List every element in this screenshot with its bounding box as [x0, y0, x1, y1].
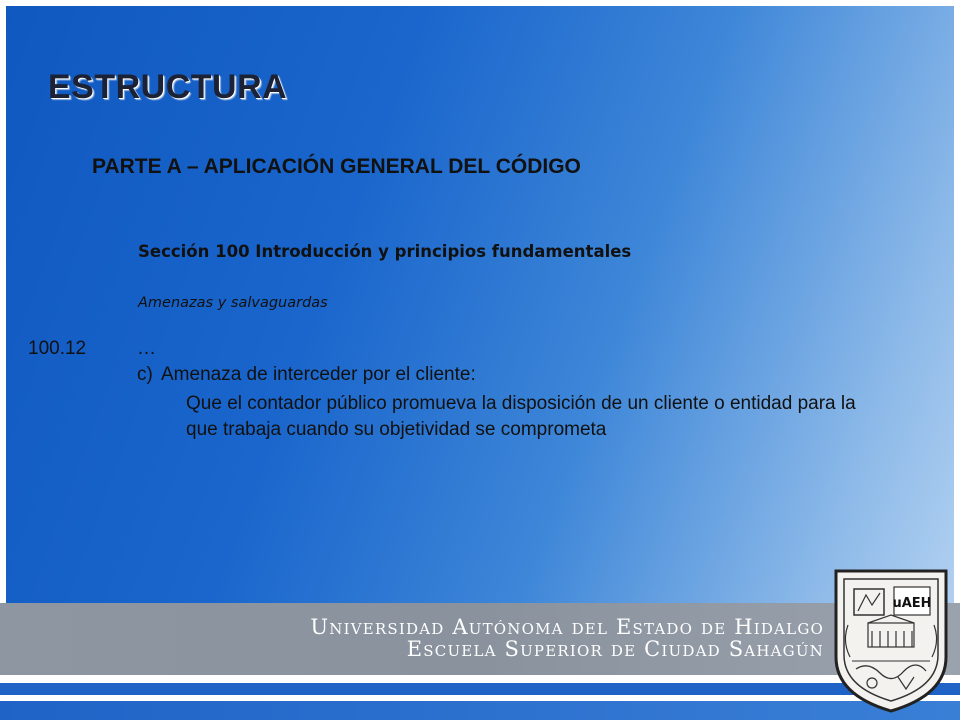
part-heading: PARTE A – APLICACIÓN GENERAL DEL CÓDIGO: [92, 155, 581, 178]
paragraph-number: 100.12: [28, 338, 87, 359]
item-description: Que el contador público promueva la disposición de un cliente o entidad para la que trabaja cuando su objetividad se comprometa: [186, 393, 856, 440]
footer-stripe-blue-2: [0, 701, 960, 720]
subheading: Amenazas y salvaguardas: [138, 295, 328, 311]
footer-stripe-blue: [0, 683, 960, 695]
section-heading: Sección 100 Introducción y principios fundamentales: [138, 242, 632, 261]
university-name: Universidad Autónoma del Estado de Hidalgo: [310, 615, 824, 639]
seal-letters: uAEH: [892, 596, 932, 611]
ellipsis: …: [137, 338, 156, 359]
footer-stripe-white: [0, 675, 960, 683]
item-label: c): [137, 364, 153, 385]
item-title: Amenaza de interceder por el cliente:: [161, 364, 476, 385]
slide-title: ESTRUCTURA: [48, 68, 288, 106]
school-name: Escuela Superior de Ciudad Sahagún: [406, 637, 824, 661]
list-item: [137, 364, 476, 386]
university-seal-logo: [828, 565, 954, 715]
slide-frame-top: [0, 0, 960, 6]
